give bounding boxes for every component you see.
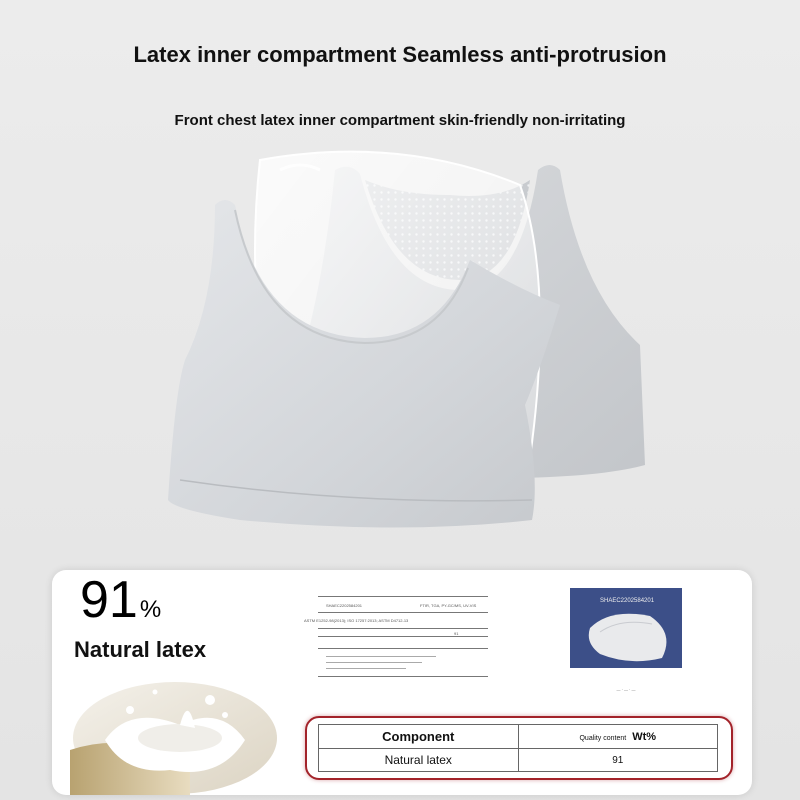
report-rule: [318, 628, 488, 629]
header-component: Component: [319, 725, 519, 749]
latex-percentage: [80, 571, 162, 629]
report-sample-id: SHAEC2202584201: [326, 603, 363, 608]
percent-value: 91: [80, 571, 138, 629]
photo-caption-line: — · — · —: [616, 687, 636, 692]
report-rule: [318, 648, 488, 649]
row-component: Natural latex: [319, 749, 519, 772]
table-header-row: [319, 725, 718, 749]
sample-photo-card: [566, 584, 686, 706]
table-row: [319, 749, 718, 772]
page-subtitle: Front chest latex inner compartment skin-friendly non-irritating: [174, 112, 626, 129]
milk-splash-illustration: [70, 670, 280, 795]
report-methods: FTIR, TGA, PY-GC/MS, UV-VIS: [420, 603, 477, 608]
test-report-document: [296, 576, 494, 716]
report-text-line: [326, 668, 406, 669]
material-label: Natural latex: [74, 637, 207, 662]
report-rule: [318, 676, 488, 677]
header-quality-content: Quality content: [579, 734, 627, 742]
row-value: 91: [518, 749, 718, 772]
component-table: [318, 724, 718, 772]
header-quality: [518, 725, 718, 749]
report-text-line: [326, 662, 422, 663]
report-rule: [318, 596, 488, 597]
percent-symbol: %: [139, 596, 162, 623]
sports-bra-illustration: [0, 140, 800, 560]
sample-photo: [570, 588, 682, 668]
report-rule: [318, 636, 488, 637]
page-title: Latex inner compartment Seamless anti-protrusion: [133, 42, 667, 67]
header-wt: Wt%: [632, 730, 657, 743]
report-row-value: 91: [454, 631, 459, 636]
report-text-line: [326, 656, 436, 657]
photo-sample-id: SHAEC2202584201: [600, 598, 655, 604]
report-rule: [318, 612, 488, 613]
component-table-highlight: [305, 716, 733, 780]
report-standards: ASTM E1252-98(2013); ISO 17257:2013; ASTM D4712-13: [304, 618, 409, 623]
